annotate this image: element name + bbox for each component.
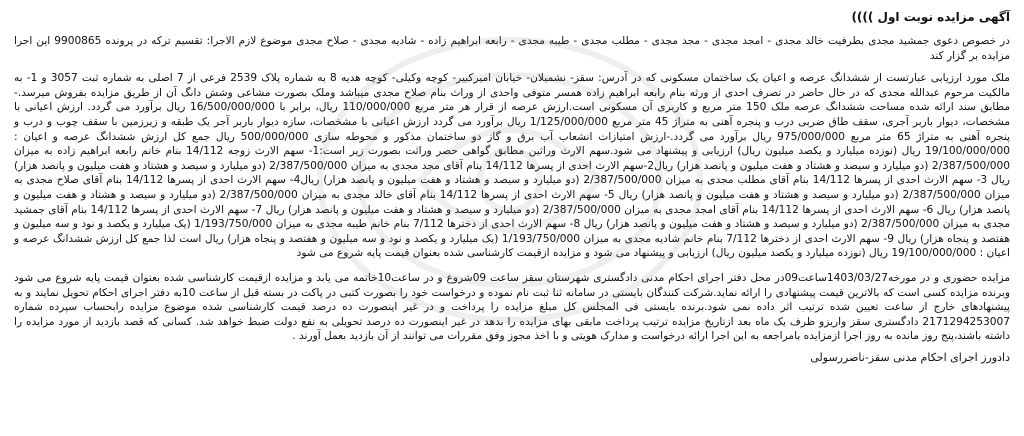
property-description: ملک مورد ارزیابی عبارتست از ششدانگ عرصه و اعیان یک ساختمان مسکونی که در آدرس: سقز- نشمیلان- خیابان امیرکبیر- کوچه وکیلی- کوچه هدیه 8 به شماره پلاک 2539 فرعی از 7 اصلی به شماره ثبت 3057 و 1- به مالکیت مرحوم عبدالله مجدی که در حال حاضر در تصرف احدی از ورثه بنام رابعه ابراهیم زاده همسر متوفی واحدی از وراث بنام صلاح مجدی میباشد وملک بصورت مشاعی وشش دانگ آن از طریق مزایده بفروش میرسد.- مطابق سند ارائه شده مساحت ششدانگ عرصه ملک 150 متر مربع و کاربری آن مسکونی است.ارزش عرصه از قرار هر متر مربع 110/000/000 ریال، برابر با 16/500/000/000 ریال برآورد می گردد. ارزش اعیانی با مشخصات، دیوار باربر آجری، سقف طاق ضربی درب و پنجره آهنی به متراژ 45 متر مربع 1/125/000/000 ریال برآورد می گردد ارزش اعیانی با مشخصات، سازه دیوار باربر آجر یک طبقه و زیرزمین با سقف چوب و درب و پنجره آهنی به متراژ 65 متر مربع 975/000/000 ریال برآورد می گردد.-ارزش امتیازات انشعاب آب برق و گاز دو ساختمان مذکور و محوطه سازی 500/000/000 ریال جمع کل ارزش ششدانگ عرصه و اعیان : 19/100/000/000 ریال (نوزده میلیارد و یکصد میلیون ریال) ارزیابی و پیشنهاد می شود.سهم الارث وراثین مطابق گواهی حصر وراثت بصورت زیر است:1- سهم الارث زوجه 14/112 بنام خانم رابعه ابراهیم زاده به میزان 2/387/500/000 (دو میلیارد و سیصد و هشتاد و هفت میلیون و پانصد هزار) ریال2-سهم الارث احدی از پسرها 14/112 بنام آقای مجد مجدی به میزان 2/387/500/000 (دو میلیارد و سیصد و هشتاد و هفت میلیون و پانصد هزار) ریال 3- سهم الارث احدی از پسرها 14/112 بنام آقای مطلب مجدی به میزان 2/387/500/000 (دو میلیارد و سیصد و هشتاد و هفت میلیون و پانصد هزار) ریال4- سهم الارث احدی از پسرها 14/112 بنام آقای صلاح مجدی به میزان 2/387/500/000 (دو میلیارد و سیصد و هشتاد و هفت میلیون و پانصد هزار) ریال 5- سهم الارث احدی از پسرها 14/112 بنام آقای خالد مجدی به میزان 2/387/500/000 (دو میلیارد و سیصد و هشتاد و هفت میلیون و پانصد هزار) ریال 6- سهم الارث احدی از پسرها 14/112 بنام آقای امجد مجدی به میزان 2/387/500/000 (دو میلیارد و سیصد و هشتاد و هفت میلیون و پانصد هزار) ریال 7- سهم الارث احدی از پسرها 14/112 بنام آقای جمشید مجدی به میزان 2/387/500/000 (دو میلیارد و سیصد و هشتاد و هفت میلیون و پانصد هزار) ریال 8- سهم الارث احدی از دخترها 7/112 بنام خانم طیبه مجدی به میزان 1/193/750/000 (یک میلیارد و یکصد و نود و سه میلیون و هفتصد و پنجاه هزار) ریال 9- سهم الارث احدی از دخترها 7/112 بنام خانم شادیه مجدی به میزان 1/193/750/000 (یک میلیارد و یکصد و نود و سه میلیون و هفتصد و پنجاه هزار) ریال است لذا جمع کل ارزش ششدانگ عرصه و اعیان : 19/100/000/000 ریال (نوزده میلیارد و یکصد میلیون ریال) ارزیابی و پیشنهاد می شود و مزایده ازقیمت کارشناسی شده بعنوان قیمت پایه شروع می شود xyxy=(14,72,1011,260)
auction-terms: مزایده حضوری و در مورخه1403/03/27ساعت09در محل دفتر اجرای احکام مدنی دادگستری شهرستان سقز ساعت 09شروع و در ساعت10خاتمه می یابد و مزایده ازقیمت کارشناسی شده بعنوان قیمت پایه شروع می شود وبرنده مزایده کسی است که بالاترین قیمت پیشنهادی را ارائه نماید.شرکت کنندگان بایستی در سامانه ثنا ثبت نام نموده و درخواست خود را بصورت کتبی در پاکت در بسته قبل از ساعت 10به دفتر اجرای احکام تحویل نمایند و به پیشنهادهای خارج از ساعت تعیین شده ترتیب اثر داده نمی شود.برنده بایستی فی المجلس کل مبلغ مزایده را پرداخت و در غیر اینصورت ده درصد قیمت کارشناسی شده موضوع مزایده رابحساب سپرده شماره 2171294253007 دادگستری سقز واریزو ظرف یک ماه بعد ازتاریخ مزایده ترتیب پرداخت مابقی بهای مزایده را بدهد در غیر اینصورت ده درصد تحویلی به نفع دولت ضبط خواهد شد. کسانی که قصد بازدید از مورد مزایده را داشته باشند،پنج روز مانده به روز اجرا ازمزایده بامراجعه به این اجرا ارائه درخواست و مدارک هویتی و با اخذ مجوز وفق مقررات می توانند از آن بازدید بعمل آورند . xyxy=(14,271,1010,343)
signature-line: دادورز اجرای احکام مدنی سقز-ناصررسولی xyxy=(810,350,1010,364)
notice-intro: در خصوص دعوی جمشید مجدی بطرفیت خالد مجدی - امجد مجدی - مجد مجدی - مطلب مجدی - طیبه مجدی - رابعه ابراهیم زاده - شادیه مجدی - صلاح مجدی موضوع لازم الاجرا: تقسیم ترکه در پرونده 9900865 این اجرا مزایده بر گزار کند xyxy=(14,35,1010,62)
notice-title: آگهی مزایده نوبت اول )))) xyxy=(851,10,1010,24)
